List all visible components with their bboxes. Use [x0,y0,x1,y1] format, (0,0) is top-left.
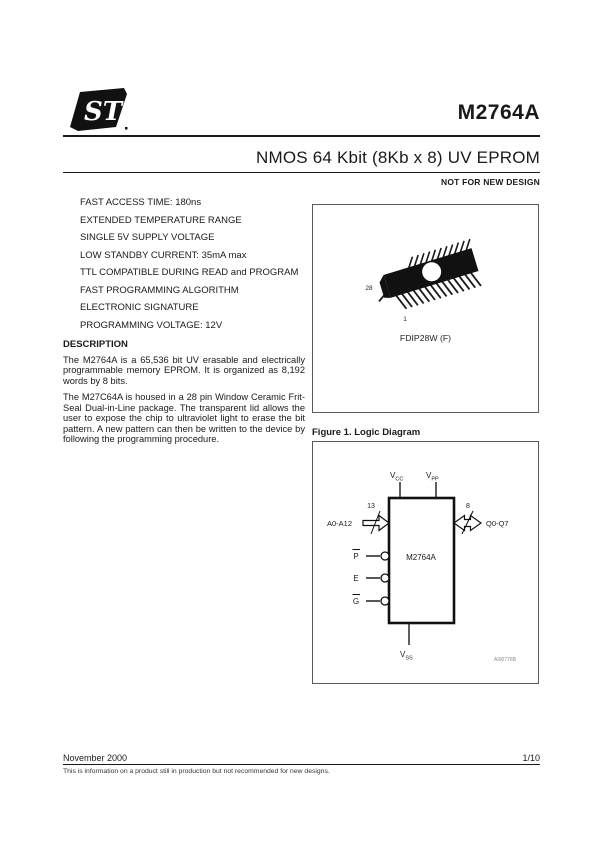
logic-diagram-box [312,441,539,684]
package-drawing [313,205,538,412]
title-rule [63,172,540,173]
pin-1-label: 1 [403,316,407,323]
st-logo-graphic [68,87,128,131]
footer-disclaimer: This is information on a product still in production but not recommended for new designs. [63,768,330,775]
package-caption: FDIP28W (F) [399,333,452,343]
feature-item: ELECTRONIC SIGNATURE [80,302,199,313]
chip-block-label: M2764A [406,553,436,562]
logic-diagram [313,442,538,683]
vss-label: $V_{SS}$ [400,650,413,662]
dip-chip-graphic [369,239,483,316]
feature-item: TTL COMPATIBLE DURING READ and PROGRAM [80,267,299,278]
figure-reference-code: AI00776B [494,657,516,663]
pin-28-label: 28 [365,285,373,292]
vcc-label: $V_{CC}$ [390,471,404,483]
feature-item: FAST PROGRAMMING ALGORITHM [80,284,239,296]
feature-item: SINGLE 5V SUPPLY VOLTAGE [80,232,215,243]
output-enable-input-label: G [352,597,360,606]
footer-date: November 2000 [63,753,128,763]
not-for-new-design-notice: NOT FOR NEW DESIGN [441,177,540,187]
logo-reg-mark [125,127,128,130]
address-bus-width: 13 [367,503,375,510]
figure1-heading: Figure 1. Logic Diagram [312,427,421,438]
feature-item: EXTENDED TEMPERATURE RANGE [80,214,242,226]
vpp-label: $V_{PP}$ [426,471,439,483]
description-heading: DESCRIPTION [63,338,128,350]
feature-item: LOW STANDBY CURRENT: 35mA max [80,249,247,261]
program-input-label: P [353,552,359,561]
st-logo-text: ST [84,97,123,127]
description-paragraph-2: The M27C64A is housed in a 28 pin Window Ceramic Frit-Seal Dual-in-Line package. The transparent lid allows the user to expose the chip to ultraviolet light to erase the bit pattern. A new pattern can then be written to the device by following the programming procedure. [63,392,305,444]
part-number: M2764A [457,101,540,124]
description-section [63,339,305,445]
st-logo [68,87,128,131]
feature-list [63,197,305,332]
data-bus-width: 8 [466,503,470,510]
feature-item: PROGRAMMING VOLTAGE: 12V [80,319,223,331]
header-rule [63,135,540,137]
left-column [63,197,305,451]
product-title: NMOS 64 Kbit (8Kb x 8) UV EPROM [256,148,540,167]
data-bus-label: Q0-Q7 [486,519,509,528]
package-figure-box [312,204,539,413]
footer-rule [63,764,540,765]
feature-item: FAST ACCESS TIME: 180ns [80,197,202,208]
address-bus-label: A0-A12 [327,519,353,528]
enable-input-label: E [353,574,359,583]
description-paragraph-1: The M2764A is a 65,536 bit UV erasable and electrically programmable memory EPROM. It is organized as 8,192 words by 8 bits. [63,354,305,386]
address-bus-arrow [363,516,389,531]
footer-page-number: 1/10 [522,753,540,763]
